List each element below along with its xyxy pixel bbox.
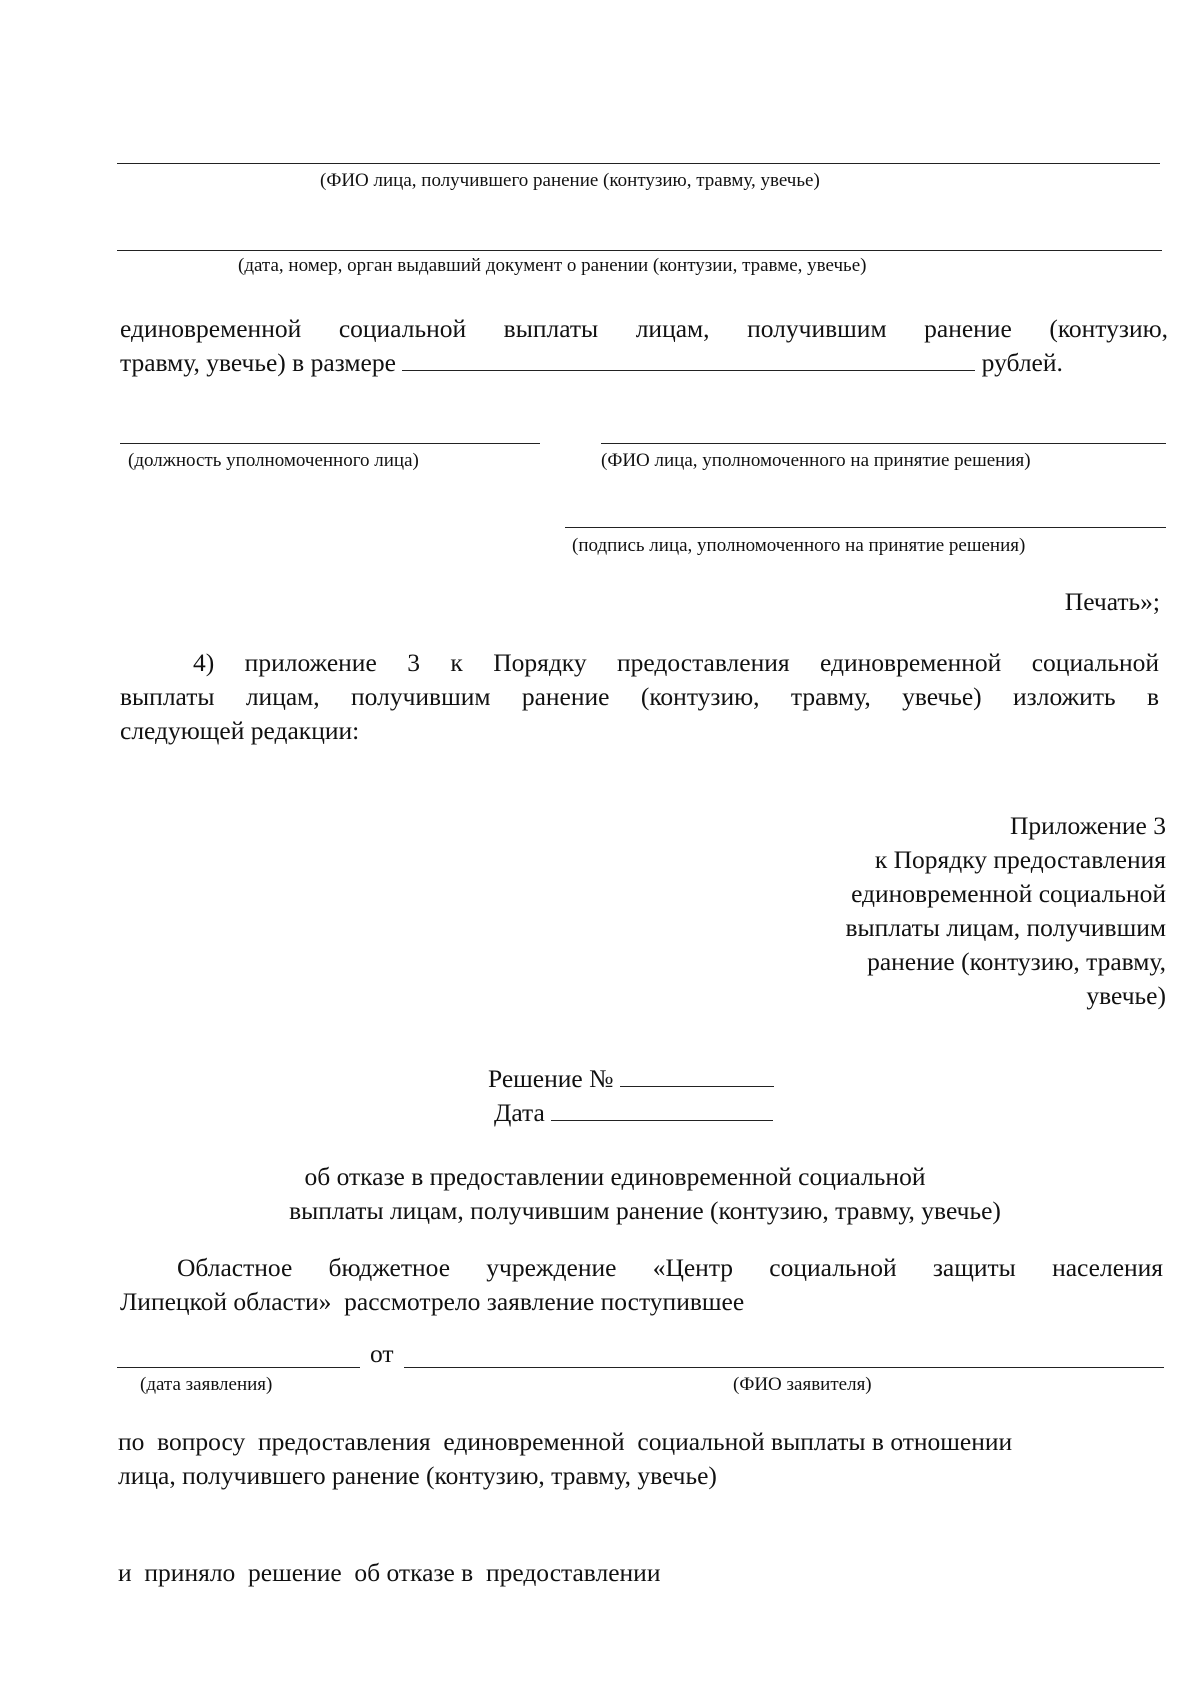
injured-fio-caption: (ФИО лица, получившего ранение (контузию, травму, увечье) [320, 170, 820, 191]
decision-subject-line-1: об отказе в предоставлении единовременной социальной [304, 1162, 926, 1191]
word: Порядку [493, 648, 587, 677]
word: лицам, [245, 682, 320, 711]
word: увечье) [902, 682, 982, 711]
word: единовременной [820, 648, 1002, 677]
word: в [1146, 682, 1159, 711]
application-date-caption: (дата заявления) [140, 1374, 273, 1395]
injury-document-caption: (дата, номер, орган выдавший документ о ранении (контузии, травме, увечье) [238, 255, 867, 276]
word: приложение [244, 648, 377, 677]
amendment-line-3: следующей редакции: [120, 716, 360, 745]
word: 3 [407, 648, 420, 677]
word: травму, [790, 682, 871, 711]
decision-number-field[interactable] [620, 1062, 774, 1087]
payment-line-1 [120, 312, 1168, 346]
payment-line-2 [120, 346, 1063, 380]
word: социальной [338, 314, 467, 343]
appendix-header-line: к Порядку предоставления [874, 845, 1166, 874]
question-line-2: лица, получившего ранение (контузию, травму, увечье) [118, 1461, 717, 1490]
word: ранение [521, 682, 610, 711]
decision-date-label: Дата [494, 1098, 545, 1127]
word: единовременной [120, 314, 302, 343]
appendix-header [845, 809, 1166, 1013]
appendix-header-line: увечье) [1086, 981, 1166, 1010]
injured-fio-line [117, 163, 1160, 164]
official-signature-caption: (подпись лица, уполномоченного на принятие решения) [572, 535, 1026, 556]
appendix-header-line: ранение (контузию, травму, [867, 947, 1166, 976]
word: защиты [932, 1253, 1016, 1282]
appendix-header-line: выплаты лицам, получившим [845, 913, 1166, 942]
item-number: 4) [193, 648, 215, 677]
word: выплаты [120, 682, 215, 711]
word: предоставления [617, 648, 790, 677]
word: изложить [1013, 682, 1116, 711]
word: ранение [924, 314, 1012, 343]
decision-date-row [494, 1096, 773, 1130]
official-position-caption: (должность уполномоченного лица) [128, 450, 419, 471]
from-label: от [370, 1339, 394, 1368]
word: (контузию, [1049, 314, 1169, 343]
decision-number-label: Решение № [488, 1064, 614, 1093]
decision-number-row [488, 1062, 774, 1096]
applicant-fio-caption: (ФИО заявителя) [733, 1374, 872, 1395]
word: (контузию, [640, 682, 760, 711]
word: выплаты [503, 314, 599, 343]
institution-line-2: Липецкой области» рассмотрело заявление поступившее [120, 1287, 745, 1316]
question-line-1: по вопросу предоставления единовременной социальной выплаты в отношении [118, 1427, 1013, 1456]
currency-label: рублей. [981, 348, 1063, 377]
word: «Центр [652, 1253, 734, 1282]
word: получившим [351, 682, 491, 711]
applicant-fio-field[interactable] [404, 1367, 1164, 1368]
injury-document-line [117, 250, 1162, 251]
amendment-line-1 [193, 646, 1159, 680]
official-fio-caption: (ФИО лица, уполномоченного на принятие решения) [601, 450, 1031, 471]
refusal-line: и приняло решение об отказе в предоставлении [118, 1558, 661, 1587]
official-fio-line [601, 443, 1166, 444]
word: Областное [177, 1253, 293, 1282]
word: населения [1052, 1253, 1164, 1282]
word: бюджетное [328, 1253, 451, 1282]
application-date-field[interactable] [117, 1367, 360, 1368]
word: социальной [1031, 648, 1160, 677]
word: к [450, 648, 463, 677]
payment-amount-label: травму, увечье) в размере [120, 348, 396, 377]
appendix-header-line: Приложение 3 [1010, 811, 1166, 840]
official-signature-line [565, 527, 1166, 528]
decision-subject [120, 1160, 1160, 1228]
amendment-line-2 [120, 680, 1159, 714]
appendix-header-line: единовременной социальной [851, 879, 1166, 908]
word: лицам, [635, 314, 710, 343]
payment-amount-field[interactable] [402, 346, 975, 371]
word: получившим [747, 314, 887, 343]
decision-subject-line-2: выплаты лицам, получившим ранение (контузию, травму, увечье) [289, 1196, 1001, 1225]
stamp-label: Печать»; [1064, 587, 1160, 616]
official-position-line [120, 443, 540, 444]
institution-line-1 [177, 1251, 1163, 1285]
word: социальной [769, 1253, 897, 1282]
decision-date-field[interactable] [551, 1096, 773, 1121]
word: учреждение [486, 1253, 617, 1282]
